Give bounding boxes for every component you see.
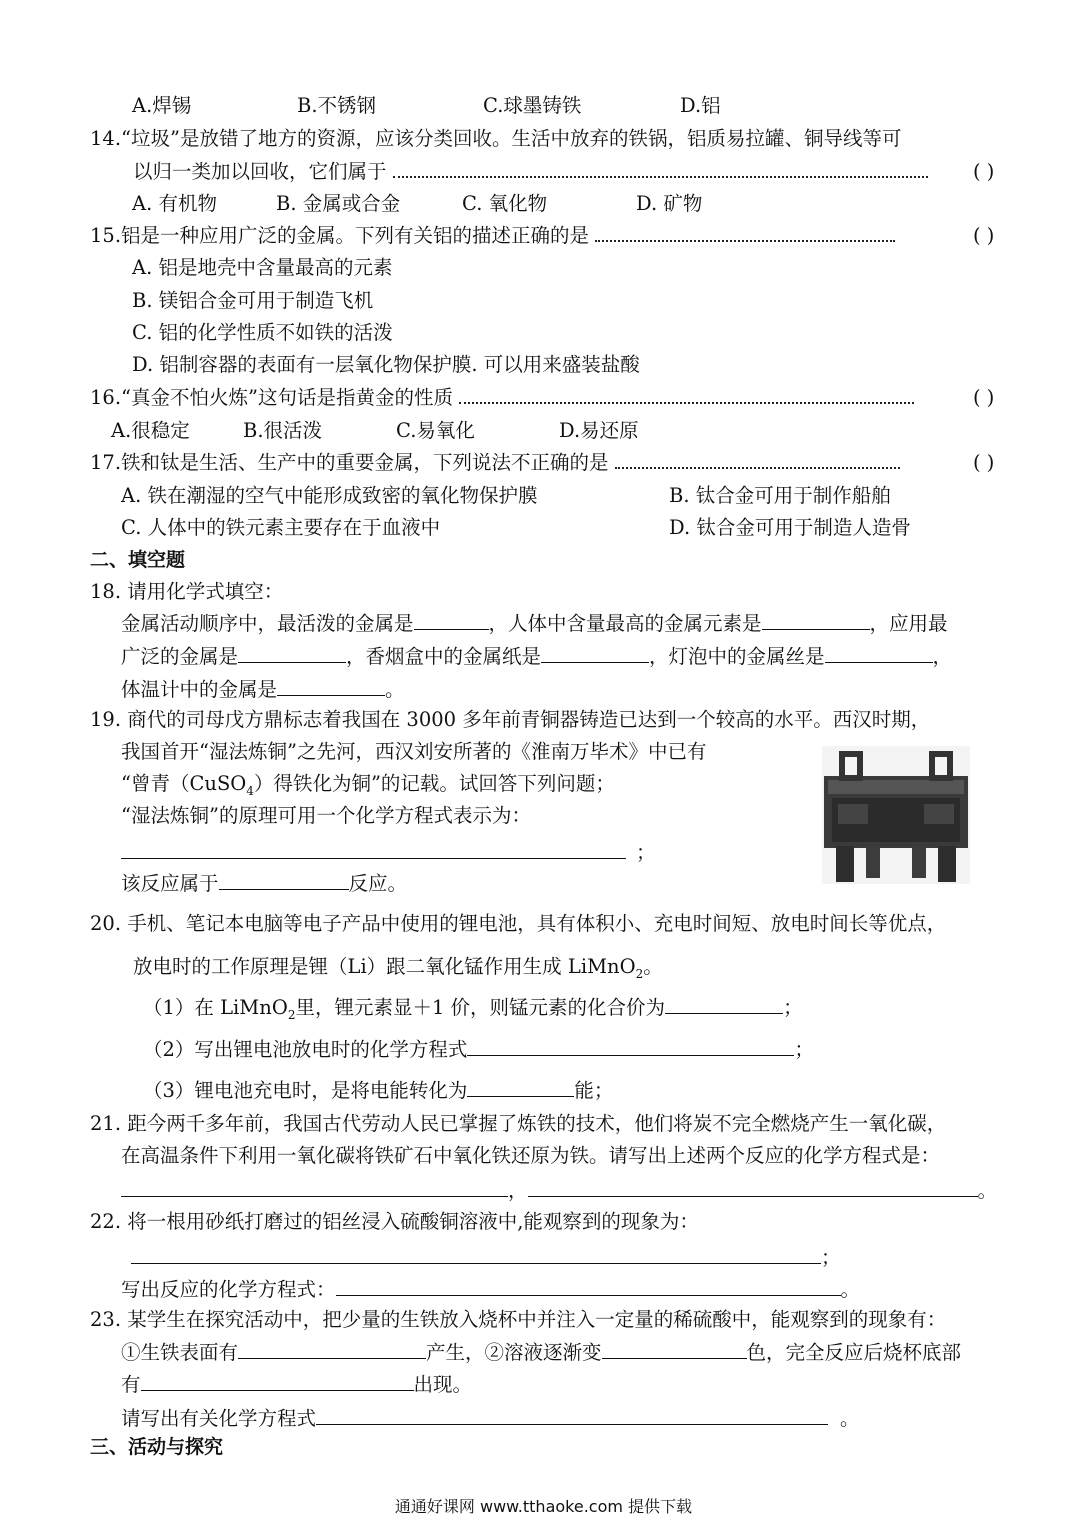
q23-text: 色，完全反应后烧杯底部 [746,1341,962,1364]
answer-blank[interactable] [541,642,649,663]
q13-option-c: C.球墨铸铁 [483,94,582,117]
q21-line1: 21. 距今两千多年前，我国古代劳动人民已掌握了炼铁的技术，他们将炭不完全燃烧产生一氧化碳， [90,1112,947,1135]
q20-line2 [133,953,663,988]
section-heading-fill-in: 二、填空题 [90,549,186,571]
equation-blank[interactable] [528,1176,978,1197]
q20-text: 里，锂元素显＋1 价，则锰元素的化合价为 [295,996,666,1019]
q16-option-b: B.很活泼 [243,419,323,442]
equation-blank[interactable] [121,1176,508,1197]
q22-text: 写出反应的化学方程式： [121,1278,336,1301]
q16-stem [90,384,920,412]
subscript: 2 [287,1007,296,1022]
page-footer: 通通好课网 www.tthaoke.com 提供下载 [394,1497,693,1516]
q20-part3 [143,1076,613,1105]
answer-blank[interactable] [277,675,385,696]
answer-blank[interactable] [762,609,870,630]
q20-text: （1）在 LiMnO [143,996,288,1019]
q20-part1 [143,993,803,1029]
q21-text: ， [508,1179,528,1202]
q22-line2 [131,1243,841,1272]
q23-text: 。 [840,1407,860,1430]
answer-blank[interactable] [238,1338,426,1359]
q20-line1: 20. 手机、笔记本电脑等电子产品中使用的锂电池，具有体积小、充电时间短、放电时间长等优点， [90,912,947,935]
q15-option-d: D. 铝制容器的表面有一层氧化物保护膜. 可以用来盛装盐酸 [132,353,640,376]
q16-answer-paren[interactable]: ( ) [973,386,995,409]
q22-line3 [121,1275,860,1304]
answer-blank[interactable] [238,642,346,663]
q19-line3 [121,770,615,805]
q19-text: “曾青（CuSO [121,772,247,795]
leader-dots [459,388,914,404]
equation-blank[interactable] [336,1275,841,1296]
q13-option-d: D.铝 [680,94,721,117]
q14-answer-paren[interactable]: ( ) [973,160,995,183]
q21-line3 [121,1176,997,1205]
leader-dots [615,453,900,469]
q20-text: 。 [643,955,663,978]
answer-blank[interactable] [141,1370,414,1391]
q18-stem: 18. 请用化学式填空： [90,580,284,603]
q17-stem-text: 17.铁和钛是生活、生产中的重要金属，下列说法不正确的是 [90,451,609,474]
q23-text: 出现。 [413,1373,473,1396]
q23-text: 请写出有关化学方程式 [121,1407,317,1430]
q18-line1 [121,609,948,638]
q19-line5 [121,838,656,867]
q20-text: ； [794,1038,814,1061]
q19-line4: “湿法炼铜”的原理可用一个化学方程式表示为： [121,804,531,827]
q23-text: 有 [121,1373,141,1396]
answer-blank[interactable] [825,642,933,663]
q17-option-c: C. 人体中的铁元素主要存在于血液中 [121,516,441,539]
leader-dots [393,162,928,178]
q15-stem-text: 15.铝是一种应用广泛的金属。下列有关铝的描述正确的是 [90,224,590,247]
q16-stem-text: 16.“真金不怕火炼”这句话是指黄金的性质 [90,386,453,409]
q18-text: 。 [385,678,405,701]
q19-text: ）得铁化为铜”的记载。试回答下列问题； [253,772,615,795]
equation-blank[interactable] [121,838,626,859]
q18-text: ，人体中含量最高的金属元素是 [488,612,762,635]
q17-option-d: D. 钛合金可用于制造人造骨 [669,516,911,539]
q21-text: 。 [977,1179,998,1202]
q17-stem [90,449,906,477]
q14-stem-line1: 14.“垃圾”是放错了地方的资源，应该分类回收。生活中放弃的铁锅，铝质易拉罐、铜导线等可 [90,127,902,150]
q16-option-a: A.很稳定 [111,419,190,442]
subscript: 2 [635,966,644,981]
q14-stem-line2 [133,158,934,186]
leader-dots [595,226,895,242]
q20-text: 能； [574,1079,614,1102]
q16-option-c: C.易氧化 [396,419,475,442]
q23-line1: 23. 某学生在探究活动中，把少量的生铁放入烧杯中并注入一定量的稀硫酸中，能观察到的现象有： [90,1308,947,1331]
q17-option-a: A. 铁在潮湿的空气中能形成致密的氧化物保护膜 [121,484,538,507]
equation-blank[interactable] [467,1035,794,1056]
q19-line1: 19. 商代的司母戊方鼎标志着我国在 3000 多年前青铜器铸造已达到一个较高的水平。西汉时期， [90,708,931,731]
q14-option-b: B. 金属或合金 [276,192,401,215]
q23-line2 [121,1338,961,1367]
answer-blank[interactable] [131,1243,821,1264]
q13-option-a: A.焊锡 [132,94,192,117]
q23-line3 [121,1370,472,1399]
q15-option-a: A. 铝是地壳中含量最高的元素 [132,256,393,279]
q18-text: ，应用最 [869,612,948,635]
q17-option-b: B. 钛合金可用于制作船舶 [669,484,891,507]
q18-text: 体温计中的金属是 [121,678,278,701]
subscript: 4 [246,783,254,798]
q19-text: 反应。 [348,872,408,895]
q16-option-d: D.易还原 [559,419,639,442]
q15-stem [90,222,901,250]
q14-option-d: D. 矿物 [636,192,703,215]
q15-answer-paren[interactable]: ( ) [973,224,995,247]
equation-blank[interactable] [316,1404,828,1425]
q18-text: 广泛的金属是 [121,645,239,668]
q15-option-b: B. 镁铝合金可用于制造飞机 [132,289,374,312]
q23-line4 [121,1404,860,1433]
q18-text: 金属活动顺序中，最活泼的金属是 [121,612,414,635]
q19-text: 该反应属于 [121,872,219,895]
q18-text: ， [932,645,953,668]
answer-blank[interactable] [602,1338,747,1359]
q22-text: ； [821,1246,841,1269]
q22-text: 。 [840,1278,861,1301]
q14-option-c: C. 氧化物 [462,192,548,215]
q14-option-a: A. 有机物 [132,192,217,215]
q19-line2: 我国首开“湿法炼铜”之先河，西汉刘安所著的《淮南万毕术》中已有 [121,740,707,763]
answer-blank[interactable] [665,993,783,1014]
q20-text: （3）锂电池充电时，是将电能转化为 [143,1079,468,1102]
answer-blank[interactable] [467,1076,574,1097]
section-heading-activity: 三、活动与探究 [90,1436,224,1458]
q22-line1: 22. 将一根用砂纸打磨过的铝丝浸入硫酸铜溶液中,能观察到的现象为： [90,1210,699,1233]
q18-text: ，灯泡中的金属丝是 [649,645,825,668]
q18-line2 [121,642,952,671]
q17-answer-paren[interactable]: ( ) [973,451,995,474]
q20-text: 放电时的工作原理是锂（Li）跟二氧化锰作用生成 LiMnO [133,955,636,978]
q20-text: ； [783,996,803,1019]
q13-option-b: B.不锈钢 [297,94,377,117]
q20-text: （2）写出锂电池放电时的化学方程式 [143,1038,468,1061]
answer-blank[interactable] [414,609,489,630]
q19-text: ； [636,841,656,864]
q15-option-c: C. 铝的化学性质不如铁的活泼 [132,321,393,344]
bronze-ding-image [822,746,970,884]
q18-text: ，香烟盒中的金属纸是 [346,645,542,668]
q14-stem-text: 以归一类加以回收，它们属于 [133,160,387,183]
q23-text: 产生，②溶液逐渐变 [426,1341,602,1364]
q21-line2: 在高温条件下利用一氧化碳将铁矿石中氧化铁还原为铁。请写出上述两个反应的化学方程式是： [121,1144,941,1167]
q18-line3 [121,675,405,704]
q23-text: ①生铁表面有 [121,1341,239,1364]
q20-part2 [143,1035,814,1064]
q19-line6 [121,869,407,898]
answer-blank[interactable] [219,869,349,890]
